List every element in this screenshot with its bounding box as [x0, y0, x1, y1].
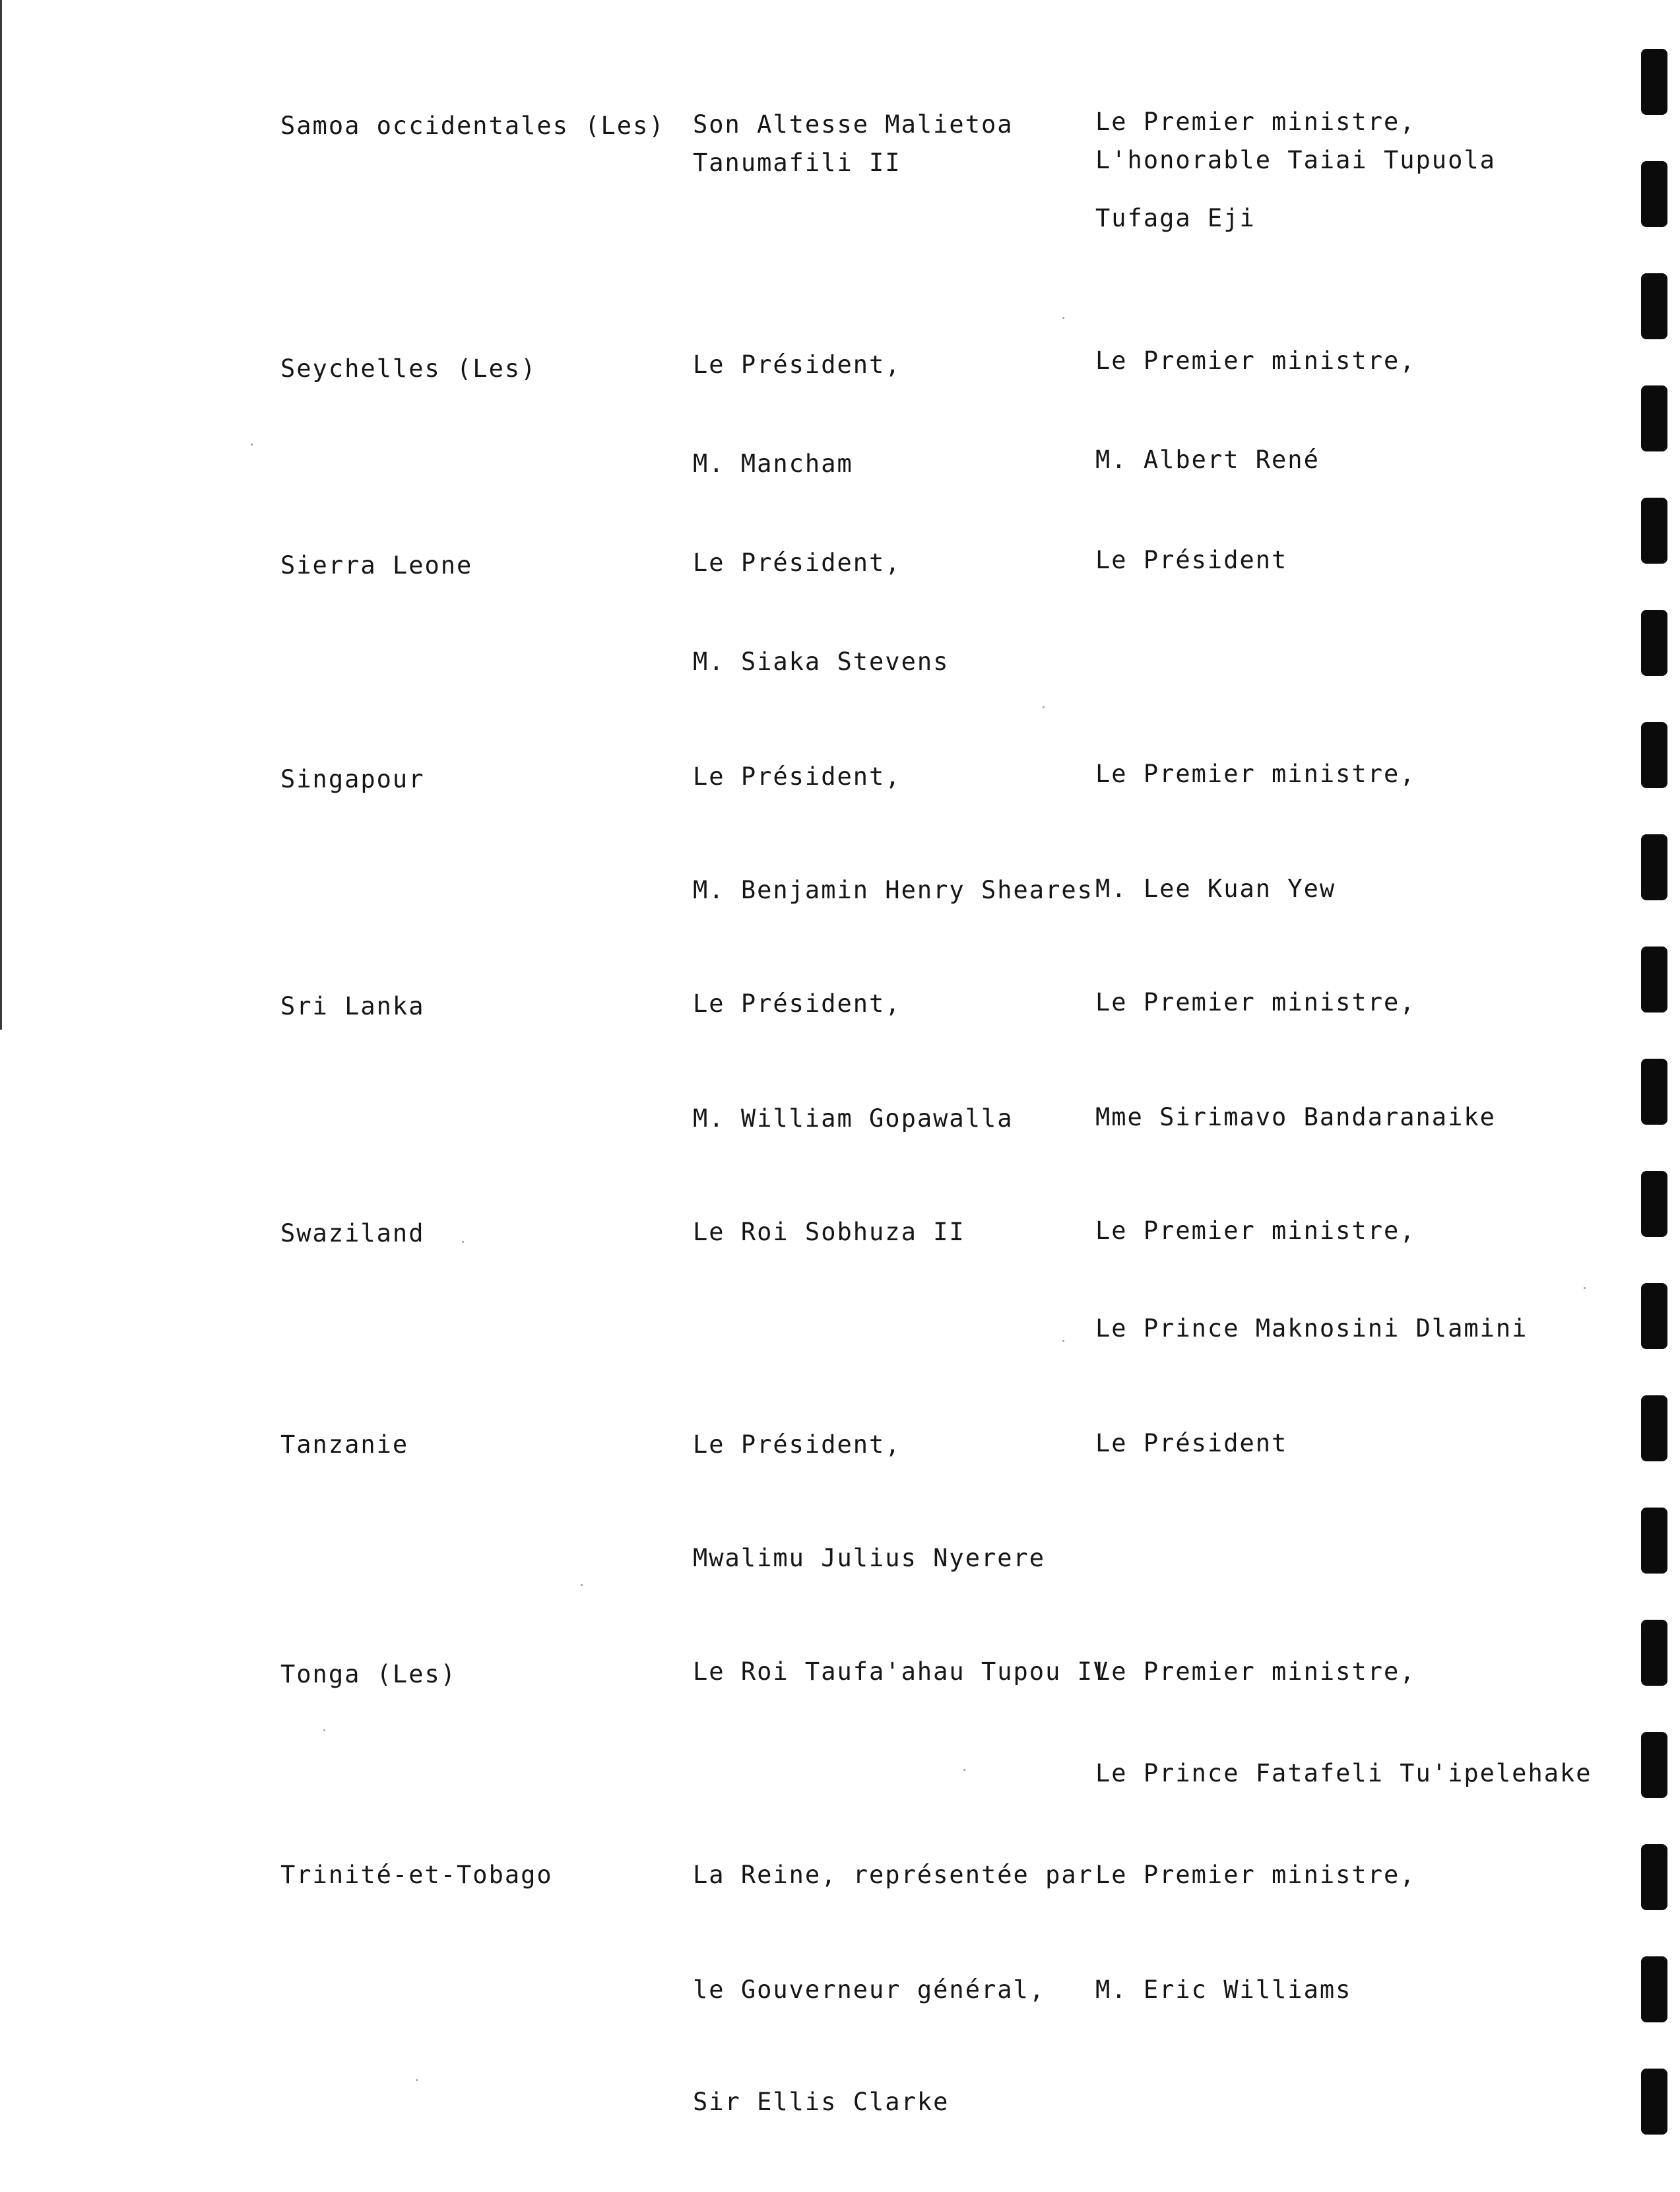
head-of-state-line: Le Roi Taufa'ahau Tupou IV	[693, 1657, 1110, 1686]
timing-mark	[1641, 1395, 1667, 1461]
head-of-state-line: le Gouverneur général,	[693, 1976, 1046, 2004]
head-of-government-line: Le Président	[1095, 1429, 1288, 1457]
head-of-state-line: Le Président,	[693, 548, 901, 577]
scan-speck	[251, 444, 253, 446]
head-of-state-line: Son Altesse Malietoa	[693, 110, 1014, 139]
head-of-state-line: Le Président,	[693, 989, 901, 1018]
country-name: Samoa occidentales (Les)	[280, 112, 665, 140]
timing-mark	[1641, 498, 1667, 564]
scan-speck	[323, 1729, 325, 1731]
head-of-state-line: Sir Ellis Clarke	[693, 2088, 950, 2116]
head-of-government-line: Le Prince Fatafeli Tu'ipelehake	[1095, 1759, 1592, 1787]
head-of-state-line: Tanumafili II	[693, 149, 901, 177]
head-of-government-line: Le Prince Maknosini Dlamini	[1095, 1314, 1528, 1343]
head-of-state-line: M. Benjamin Henry Sheares	[693, 876, 1093, 904]
timing-mark	[1641, 273, 1667, 339]
head-of-government-line: Le Premier ministre,	[1095, 760, 1416, 788]
head-of-state-line: Le Président,	[693, 350, 901, 379]
scan-speck	[1043, 706, 1045, 708]
head-of-government-line: Mme Sirimavo Bandaranaike	[1095, 1103, 1496, 1131]
head-of-government-line: Le Premier ministre,	[1095, 1657, 1416, 1686]
scan-speck	[462, 1241, 464, 1243]
country-name: Trinité-et-Tobago	[280, 1861, 553, 1889]
timing-mark	[1641, 1844, 1667, 1910]
scan-speck	[963, 1769, 965, 1771]
timing-mark	[1641, 1171, 1667, 1237]
timing-mark	[1641, 1956, 1667, 2022]
head-of-state-line: M. Siaka Stevens	[693, 648, 950, 676]
head-of-state-line: Le Roi Sobhuza II	[693, 1218, 965, 1246]
head-of-government-line: Tufaga Eji	[1095, 204, 1256, 232]
head-of-government-line: Le Premier ministre,	[1095, 988, 1416, 1016]
head-of-state-line: La Reine, représentée par	[693, 1861, 1093, 1889]
country-name: Sierra Leone	[280, 551, 473, 580]
scan-speck	[1584, 1287, 1586, 1289]
head-of-state-line: M. Mancham	[693, 449, 853, 478]
head-of-state-line: Mwalimu Julius Nyerere	[693, 1544, 1046, 1572]
country-name: Seychelles (Les)	[280, 354, 537, 383]
timing-mark	[1641, 1283, 1667, 1349]
timing-marks	[1641, 0, 1667, 2192]
scan-speck	[416, 2079, 418, 2081]
timing-mark	[1641, 834, 1667, 900]
country-name: Tonga (Les)	[280, 1660, 457, 1688]
scan-speck	[1062, 1340, 1064, 1342]
country-name: Tanzanie	[280, 1430, 409, 1459]
timing-mark	[1641, 610, 1667, 676]
head-of-government-line: M. Eric Williams	[1095, 1976, 1352, 2004]
head-of-government-line: Le Premier ministre,	[1095, 108, 1416, 136]
scan-left-edge	[0, 0, 2, 1030]
country-name: Sri Lanka	[280, 992, 425, 1020]
scan-speck	[1062, 317, 1064, 319]
timing-mark	[1641, 385, 1667, 451]
timing-mark	[1641, 49, 1667, 115]
head-of-government-line: Le Premier ministre,	[1095, 1861, 1416, 1889]
timing-mark	[1641, 1732, 1667, 1798]
head-of-government-line: Le Président	[1095, 546, 1288, 574]
head-of-government-line: M. Lee Kuan Yew	[1095, 875, 1336, 903]
country-name: Singapour	[280, 765, 425, 793]
timing-mark	[1641, 1508, 1667, 1574]
head-of-state-line: Le Président,	[693, 1430, 901, 1459]
timing-mark	[1641, 1620, 1667, 1686]
timing-mark	[1641, 1059, 1667, 1125]
country-name: Swaziland	[280, 1219, 425, 1247]
head-of-government-line: Le Premier ministre,	[1095, 1216, 1416, 1245]
head-of-government-line: M. Albert René	[1095, 446, 1320, 474]
head-of-government-line: L'honorable Taiai Tupuola	[1095, 146, 1496, 174]
head-of-government-line: Le Premier ministre,	[1095, 347, 1416, 375]
timing-mark	[1641, 2069, 1667, 2135]
head-of-state-line: M. William Gopawalla	[693, 1104, 1014, 1133]
head-of-state-line: Le Président,	[693, 762, 901, 791]
timing-mark	[1641, 947, 1667, 1013]
timing-mark	[1641, 722, 1667, 788]
scan-speck	[581, 1584, 583, 1586]
timing-mark	[1641, 161, 1667, 227]
